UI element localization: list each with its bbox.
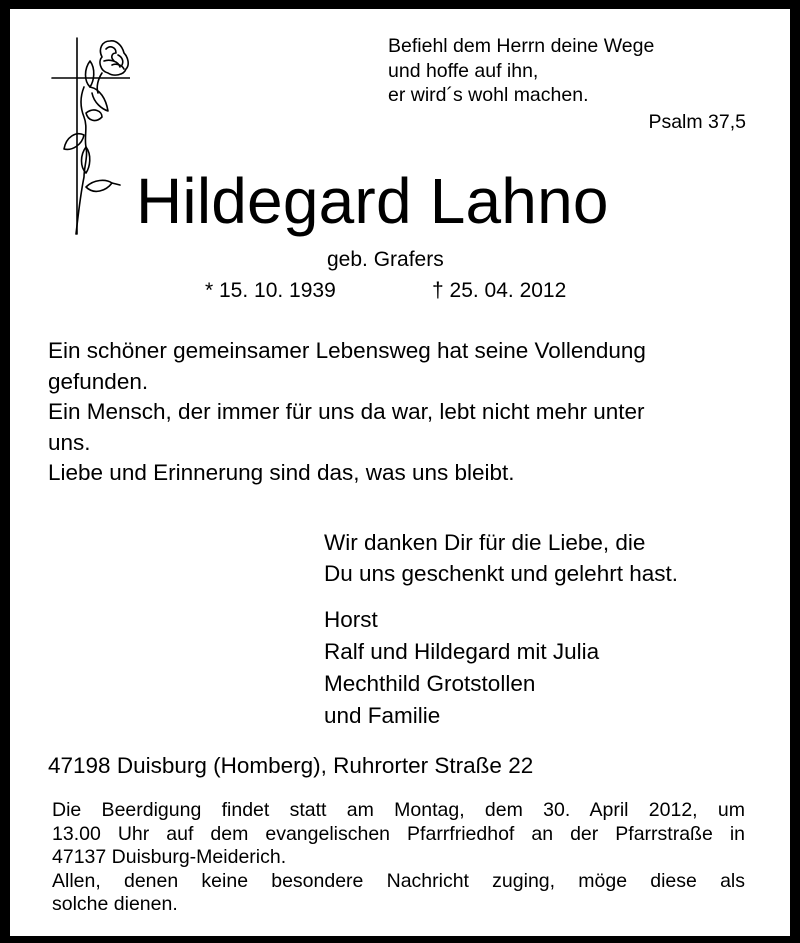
tribute-line: gefunden. bbox=[48, 368, 149, 394]
mourner: und Familie bbox=[324, 703, 441, 728]
thanks-line: Wir danken Dir für die Liebe, die bbox=[324, 530, 646, 555]
maiden-name: geb. Grafers bbox=[327, 248, 444, 271]
funeral-notice-line: 47137 Duisburg-Meiderich. bbox=[52, 846, 287, 868]
mourner: Ralf und Hildegard mit Julia bbox=[324, 639, 600, 664]
address: 47198 Duisburg (Homberg), Ruhrorter Straße 22 bbox=[48, 753, 534, 778]
verse-line: Befiehl dem Herrn deine Wege bbox=[388, 35, 655, 57]
mourner: Mechthild Grotstollen bbox=[324, 671, 536, 696]
funeral-notice-line: 13.00 Uhr auf dem evangelischen Pfarrfriedhof an der Pfarrstraße in bbox=[52, 822, 745, 845]
tribute-line: Ein Mensch, der immer für uns da war, lebt nicht mehr unter bbox=[48, 399, 645, 424]
funeral-notice-line: solche dienen. bbox=[52, 893, 178, 915]
funeral-notice bbox=[52, 799, 745, 917]
obituary-notice bbox=[10, 9, 790, 936]
verse-line: er wird´s wohl machen. bbox=[388, 84, 589, 106]
tribute-line: uns. bbox=[48, 429, 91, 455]
funeral-notice-line: Allen, denen keine besondere Nachricht zuging, möge diese als bbox=[52, 869, 745, 892]
verse-reference: Psalm 37,5 bbox=[648, 111, 746, 133]
mourner: Horst bbox=[324, 607, 378, 632]
cross-with-rose-icon bbox=[40, 27, 130, 235]
death-date: † 25. 04. 2012 bbox=[432, 279, 567, 302]
tribute-line: Ein schöner gemeinsamer Lebensweg hat seine Vollendung bbox=[48, 338, 646, 363]
deceased-name: Hildegard Lahno bbox=[136, 165, 609, 237]
tribute-line: Liebe und Erinnerung sind das, was uns bleibt. bbox=[48, 460, 515, 485]
birth-date: * 15. 10. 1939 bbox=[205, 279, 336, 302]
funeral-notice-line: Die Beerdigung findet statt am Montag, dem 30. April 2012, um bbox=[52, 799, 745, 821]
verse-line: und hoffe auf ihn, bbox=[388, 59, 539, 82]
thanks-line: Du uns geschenkt und gelehrt hast. bbox=[324, 560, 678, 586]
